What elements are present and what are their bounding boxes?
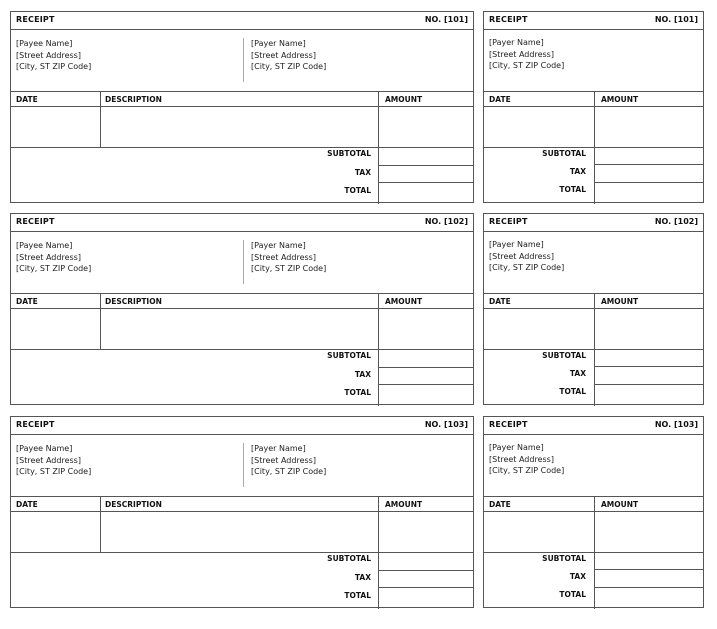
- stub-payer-line: [City, ST ZIP Code]: [489, 466, 565, 475]
- payer-line: [Payer Name]: [251, 39, 306, 48]
- stub-title: RECEIPT: [489, 217, 528, 226]
- stub-number: NO. [102]: [654, 217, 698, 226]
- column-divider: [100, 496, 101, 553]
- payer-line: [City, ST ZIP Code]: [251, 467, 327, 476]
- column-header-amount: AMOUNT: [385, 500, 423, 509]
- table-body-bottom: [11, 147, 473, 148]
- amount-cell-divider: [378, 570, 473, 571]
- receipt-main: [10, 11, 474, 203]
- column-header-amount: AMOUNT: [385, 297, 423, 306]
- stub-total-label-1: TAX: [569, 572, 586, 581]
- amount-cell-divider: [378, 587, 473, 588]
- total-label-0: SUBTOTAL: [327, 554, 371, 563]
- table-body-bottom: [11, 349, 473, 350]
- stub-payer-address: [489, 239, 564, 274]
- payee-line: [City, ST ZIP Code]: [16, 264, 92, 273]
- stub-title: RECEIPT: [489, 420, 528, 429]
- amount-cell-divider: [378, 165, 473, 166]
- stub-payer-line: [City, ST ZIP Code]: [489, 263, 565, 272]
- payee-line: [Street Address]: [16, 455, 81, 465]
- table-body-bottom: [11, 552, 473, 553]
- stub-amount-divider: [594, 182, 703, 183]
- receipt-stub: [483, 213, 704, 405]
- table-header: [11, 496, 473, 512]
- stub-body-bottom: [484, 552, 703, 553]
- payee-address: [16, 443, 91, 478]
- receipt-header: [11, 12, 473, 30]
- payer-line: [Payer Name]: [251, 241, 306, 250]
- total-label-1: TAX: [354, 573, 371, 582]
- stub-amount-divider: [594, 366, 703, 367]
- total-label-2: TOTAL: [344, 186, 371, 195]
- payee-line: [Payee Name]: [16, 444, 73, 453]
- receipt-title: RECEIPT: [16, 420, 55, 429]
- stub-header: [484, 417, 703, 435]
- table-header: [11, 91, 473, 107]
- receipt-stub: [483, 416, 704, 608]
- receipt-main: [10, 416, 474, 608]
- payer-address: [251, 240, 326, 275]
- stub-total-label-0: SUBTOTAL: [542, 554, 586, 563]
- receipt-number: NO. [102]: [424, 217, 468, 226]
- receipt-number: NO. [101]: [424, 15, 468, 24]
- address-divider: [243, 443, 244, 487]
- stub-total-label-2: TOTAL: [559, 185, 586, 194]
- stub-column-amount: AMOUNT: [601, 297, 639, 306]
- payee-line: [Payee Name]: [16, 241, 73, 250]
- stub-header: [484, 12, 703, 30]
- receipt-header: [11, 417, 473, 435]
- stub-amount-divider: [594, 164, 703, 165]
- stub-column-amount: AMOUNT: [601, 95, 639, 104]
- stub-payer-line: [City, ST ZIP Code]: [489, 61, 565, 70]
- receipt-stub: [483, 11, 704, 203]
- column-header-date: DATE: [16, 500, 38, 509]
- address-divider: [243, 240, 244, 284]
- stub-header: [484, 214, 703, 232]
- stub-payer-address: [489, 442, 564, 477]
- stub-total-label-2: TOTAL: [559, 387, 586, 396]
- column-header-description: DESCRIPTION: [105, 95, 162, 104]
- column-header-date: DATE: [16, 95, 38, 104]
- stub-column-date: DATE: [489, 297, 511, 306]
- stub-column-amount: AMOUNT: [601, 500, 639, 509]
- column-header-date: DATE: [16, 297, 38, 306]
- stub-amount-divider: [594, 569, 703, 570]
- stub-total-label-2: TOTAL: [559, 590, 586, 599]
- payee-line: [Payee Name]: [16, 39, 73, 48]
- stub-number: NO. [103]: [654, 420, 698, 429]
- receipt-title: RECEIPT: [16, 217, 55, 226]
- payer-line: [Street Address]: [251, 252, 316, 262]
- stub-payer-line: [Payer Name]: [489, 443, 544, 452]
- stub-total-label-0: SUBTOTAL: [542, 351, 586, 360]
- total-label-1: TAX: [354, 168, 371, 177]
- payee-line: [Street Address]: [16, 252, 81, 262]
- stub-title: RECEIPT: [489, 15, 528, 24]
- total-label-0: SUBTOTAL: [327, 351, 371, 360]
- stub-payer-line: [Street Address]: [489, 251, 554, 261]
- column-header-amount: AMOUNT: [385, 95, 423, 104]
- stub-total-label-1: TAX: [569, 369, 586, 378]
- payer-address: [251, 443, 326, 478]
- payee-line: [City, ST ZIP Code]: [16, 467, 92, 476]
- total-label-0: SUBTOTAL: [327, 149, 371, 158]
- amount-cell-divider: [378, 367, 473, 368]
- stub-column-date: DATE: [489, 95, 511, 104]
- payer-address: [251, 38, 326, 73]
- payer-line: [Payer Name]: [251, 444, 306, 453]
- stub-body-bottom: [484, 349, 703, 350]
- receipt-header: [11, 214, 473, 232]
- stub-total-label-1: TAX: [569, 167, 586, 176]
- stub-payer-line: [Payer Name]: [489, 38, 544, 47]
- payer-line: [Street Address]: [251, 50, 316, 60]
- column-divider: [100, 293, 101, 350]
- payee-address: [16, 38, 91, 73]
- stub-payer-address: [489, 37, 564, 72]
- stub-body-bottom: [484, 147, 703, 148]
- amount-cell-divider: [378, 182, 473, 183]
- payee-address: [16, 240, 91, 275]
- stub-column-date: DATE: [489, 500, 511, 509]
- amount-cell-divider: [378, 384, 473, 385]
- receipt-title: RECEIPT: [16, 15, 55, 24]
- total-label-2: TOTAL: [344, 388, 371, 397]
- column-divider: [100, 91, 101, 148]
- column-header-description: DESCRIPTION: [105, 297, 162, 306]
- total-label-2: TOTAL: [344, 591, 371, 600]
- stub-payer-line: [Payer Name]: [489, 240, 544, 249]
- stub-payer-line: [Street Address]: [489, 454, 554, 464]
- stub-payer-line: [Street Address]: [489, 49, 554, 59]
- stub-total-label-0: SUBTOTAL: [542, 149, 586, 158]
- table-header: [11, 293, 473, 309]
- payer-line: [City, ST ZIP Code]: [251, 62, 327, 71]
- receipt-number: NO. [103]: [424, 420, 468, 429]
- stub-amount-divider: [594, 587, 703, 588]
- payee-line: [Street Address]: [16, 50, 81, 60]
- payer-line: [City, ST ZIP Code]: [251, 264, 327, 273]
- total-label-1: TAX: [354, 370, 371, 379]
- address-divider: [243, 38, 244, 82]
- column-header-description: DESCRIPTION: [105, 500, 162, 509]
- payer-line: [Street Address]: [251, 455, 316, 465]
- payee-line: [City, ST ZIP Code]: [16, 62, 92, 71]
- stub-number: NO. [101]: [654, 15, 698, 24]
- receipt-main: [10, 213, 474, 405]
- stub-amount-divider: [594, 384, 703, 385]
